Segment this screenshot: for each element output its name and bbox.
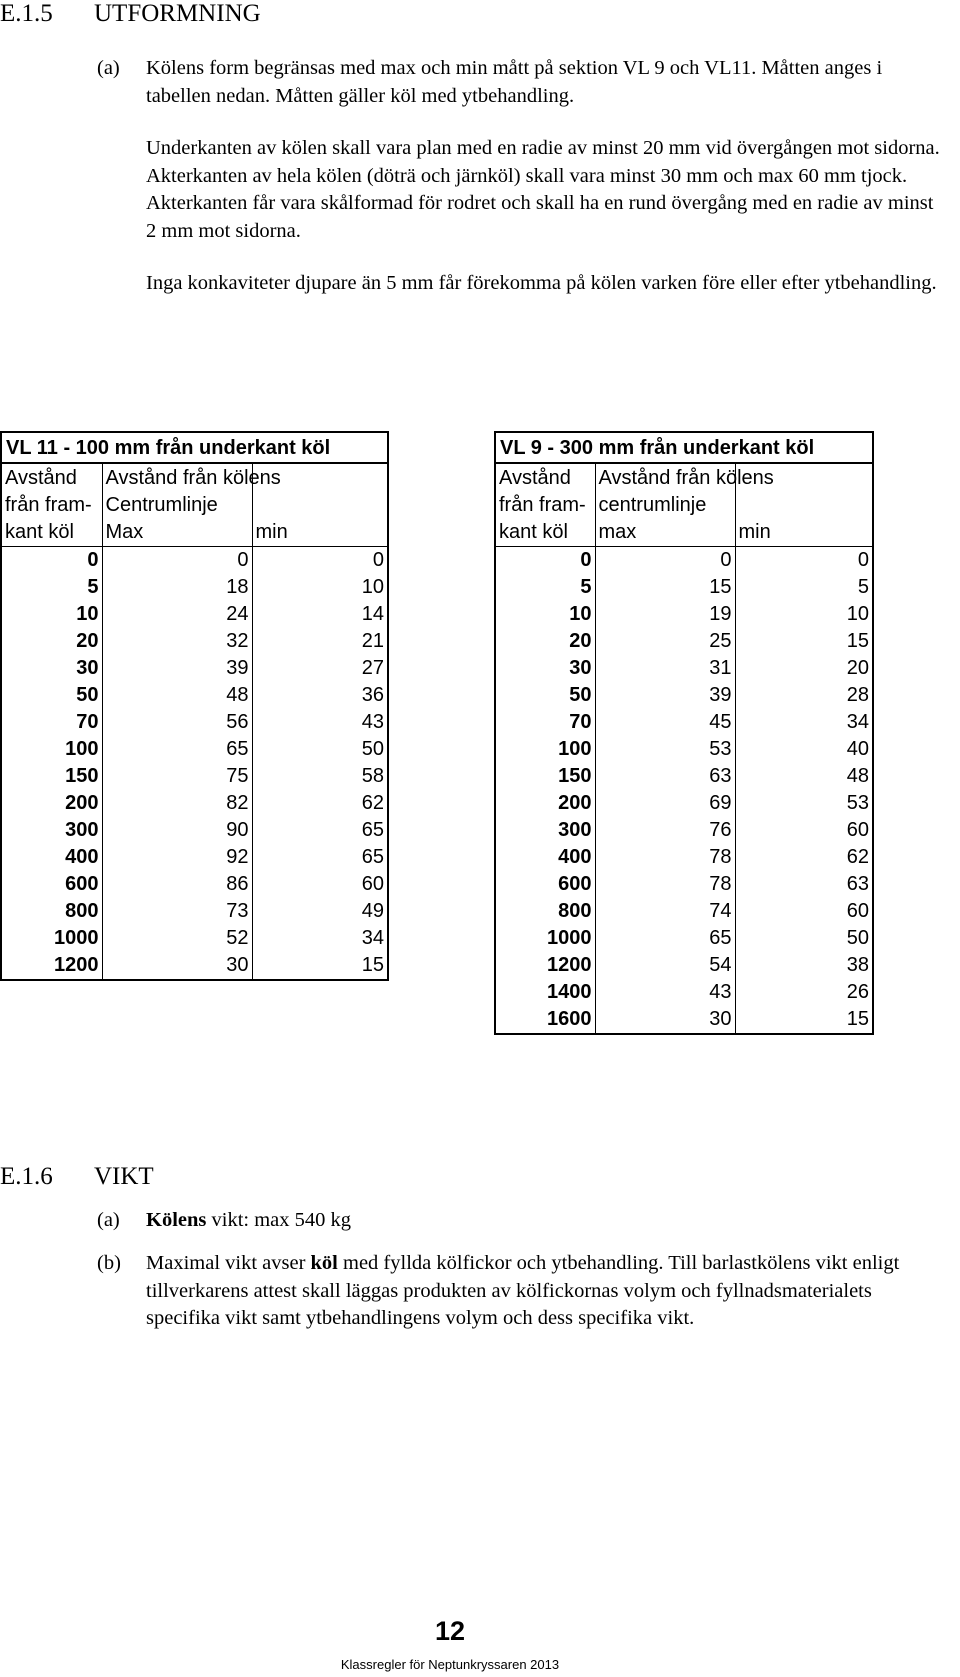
- table-row: [495, 682, 873, 709]
- table-cell: 10: [735, 601, 873, 628]
- table-cell: 62: [252, 790, 388, 817]
- table-header-cell: kant köl: [495, 519, 595, 547]
- paragraph-weight-max: [146, 1207, 946, 1235]
- table-cell: 90: [102, 817, 252, 844]
- table-row: [495, 952, 873, 979]
- table-cell: 20: [735, 655, 873, 682]
- table-cell: 50: [1, 682, 102, 709]
- table-cell: 38: [735, 952, 873, 979]
- table-header-row: [495, 519, 873, 547]
- table-cell: 25: [595, 628, 735, 655]
- table-cell: 49: [252, 898, 388, 925]
- table-row: [1, 871, 388, 898]
- table-header-row: [1, 519, 388, 547]
- table-cell: 31: [595, 655, 735, 682]
- table-row: [495, 628, 873, 655]
- table-header-cell: Max: [102, 519, 252, 547]
- bold-term: Kölens: [146, 1209, 207, 1231]
- table-row: [1, 655, 388, 682]
- table-cell: 1400: [495, 979, 595, 1006]
- table-row: [1, 546, 388, 574]
- table-cell: 300: [495, 817, 595, 844]
- table-cell: 40: [735, 736, 873, 763]
- table-cell: 800: [1, 898, 102, 925]
- table-cell: 28: [735, 682, 873, 709]
- table-cell: 300: [1, 817, 102, 844]
- table-cell: 43: [252, 709, 388, 736]
- table-cell: 100: [495, 736, 595, 763]
- page-number: 12: [434, 1616, 466, 1646]
- section-title: VIKT: [94, 1163, 154, 1190]
- table-cell: 100: [1, 736, 102, 763]
- table-row: [495, 871, 873, 898]
- table-cell: 27: [252, 655, 388, 682]
- table-row: [1, 601, 388, 628]
- table-row: [1, 952, 388, 980]
- table-cell: 60: [735, 898, 873, 925]
- table-cell: 200: [495, 790, 595, 817]
- table-cell: 48: [102, 682, 252, 709]
- table-cell: 21: [252, 628, 388, 655]
- table-cell: 39: [595, 682, 735, 709]
- table-cell: 400: [1, 844, 102, 871]
- table-row: [495, 546, 873, 574]
- table-cell: 10: [495, 601, 595, 628]
- table-cell: 39: [102, 655, 252, 682]
- table-cell: 58: [252, 763, 388, 790]
- table-header-row: [1, 463, 388, 491]
- table-cell: 1200: [495, 952, 595, 979]
- paragraph: Kölens form begränsas med max och min mått på sektion VL 9 och VL11. Måtten anges i tabellen nedan. Måtten gäller köl med ytbehandling.: [146, 57, 883, 107]
- table-cell: 5: [495, 574, 595, 601]
- table-cell: 600: [495, 871, 595, 898]
- table-cell: 15: [735, 1006, 873, 1034]
- keel-table-vl9: [494, 431, 874, 1035]
- bold-term: köl: [310, 1252, 338, 1274]
- table-row: [495, 817, 873, 844]
- table-cell: 54: [595, 952, 735, 979]
- paragraph: Inga konkaviteter djupare än 5 mm får förekomma på kölen varken före eller efter ytbehandling.: [146, 272, 937, 294]
- table-cell: 69: [595, 790, 735, 817]
- table-cell: 30: [495, 655, 595, 682]
- table-cell: 0: [495, 546, 595, 574]
- table-cell: 78: [595, 871, 735, 898]
- table-cell: 150: [495, 763, 595, 790]
- table-cell: 45: [595, 709, 735, 736]
- table-row: [495, 736, 873, 763]
- table-cell: 86: [102, 871, 252, 898]
- table-cell: 52: [102, 925, 252, 952]
- section-number: E.1.6: [0, 1163, 53, 1190]
- table-row: [1, 682, 388, 709]
- table-cell: 56: [102, 709, 252, 736]
- table-cell: 78: [595, 844, 735, 871]
- table-cell: 30: [1, 655, 102, 682]
- section-number: E.1.5: [0, 0, 53, 27]
- table-cell: 60: [252, 871, 388, 898]
- item-marker: (a): [97, 1209, 120, 1231]
- table-cell: 48: [735, 763, 873, 790]
- table-cell: 19: [595, 601, 735, 628]
- table-cell: 60: [735, 817, 873, 844]
- item-marker: (a): [97, 57, 120, 79]
- table-cell: 36: [252, 682, 388, 709]
- table-row: [495, 790, 873, 817]
- table-row: [1, 628, 388, 655]
- table-row: [1, 709, 388, 736]
- table-cell: 53: [735, 790, 873, 817]
- table-row: [1, 574, 388, 601]
- table-cell: 0: [252, 546, 388, 574]
- table-cell: 76: [595, 817, 735, 844]
- table-cell: 43: [595, 979, 735, 1006]
- table-row: [1, 898, 388, 925]
- table-cell: 20: [1, 628, 102, 655]
- table-row: [495, 898, 873, 925]
- table-header-cell: Avstånd: [1, 463, 102, 491]
- table-row: [1, 790, 388, 817]
- table-cell: 600: [1, 871, 102, 898]
- table-cell: 24: [102, 601, 252, 628]
- table-cell: 15: [595, 574, 735, 601]
- table-cell: 1200: [1, 952, 102, 980]
- table-row: [1, 925, 388, 952]
- table-cell: 65: [252, 817, 388, 844]
- table-cell: 20: [495, 628, 595, 655]
- table-row: [1, 844, 388, 871]
- table-cell: 73: [102, 898, 252, 925]
- table-cell: 10: [1, 601, 102, 628]
- table-cell: 50: [735, 925, 873, 952]
- paragraph: Underkanten av kölen skall vara plan med en radie av minst 20 mm vid övergången mot sidorna. Akterkanten av hela kölen (döträ och järnköl) skall vara minst 30 mm och max 60 mm tjock. Akterkanten får vara skålformad för rodret och skall ha en rund övergång med en radie av minst 2 mm mot sidorna.: [146, 137, 940, 242]
- table-header-cell: [735, 491, 873, 518]
- table-cell: 200: [1, 790, 102, 817]
- table-title: VL 11 - 100 mm från underkant köl: [1, 432, 388, 463]
- table-header-cell: Avstånd från kölens: [595, 463, 735, 491]
- table-cell: 0: [595, 546, 735, 574]
- table-cell: 150: [1, 763, 102, 790]
- table-row: [495, 709, 873, 736]
- table-cell: 53: [595, 736, 735, 763]
- table-cell: 15: [735, 628, 873, 655]
- table-header-cell: [252, 491, 388, 518]
- table-row: [495, 844, 873, 871]
- table-title: VL 9 - 300 mm från underkant köl: [495, 432, 873, 463]
- table-row: [1, 817, 388, 844]
- table-cell: 5: [735, 574, 873, 601]
- table-cell: 15: [252, 952, 388, 980]
- table-cell: 26: [735, 979, 873, 1006]
- table-header-cell: Centrumlinje: [102, 491, 252, 518]
- table-cell: 5: [1, 574, 102, 601]
- table-header-row: [495, 463, 873, 491]
- table-cell: 32: [102, 628, 252, 655]
- table-header-cell: centrumlinje: [595, 491, 735, 518]
- table-cell: 30: [595, 1006, 735, 1034]
- table-cell: 1000: [1, 925, 102, 952]
- table-header-cell: Avstånd från kölens: [102, 463, 252, 491]
- table-cell: 0: [735, 546, 873, 574]
- text: vikt: max 540 kg: [206, 1209, 352, 1231]
- table-cell: 30: [102, 952, 252, 980]
- table-row: [495, 763, 873, 790]
- table-header-cell: från fram-: [1, 491, 102, 518]
- table-cell: 0: [1, 546, 102, 574]
- table-cell: 800: [495, 898, 595, 925]
- keel-table-vl11: [0, 431, 389, 981]
- table-header-cell: från fram-: [495, 491, 595, 518]
- table-cell: 0: [102, 546, 252, 574]
- table-header-row: [495, 491, 873, 518]
- table-cell: 65: [595, 925, 735, 952]
- table-cell: 1000: [495, 925, 595, 952]
- table-cell: 92: [102, 844, 252, 871]
- table-row: [1, 736, 388, 763]
- table-cell: 65: [252, 844, 388, 871]
- table-header-cell: Avstånd: [495, 463, 595, 491]
- page-footer: Klassregler för Neptunkryssaren 2013: [340, 1657, 560, 1672]
- table-row: [495, 979, 873, 1006]
- table-cell: 400: [495, 844, 595, 871]
- table-row: [495, 925, 873, 952]
- text: med fyllda kölfickor och ytbehandling. Till barlastkölens vikt enligt tillverkarens attest skall läggas produkten av kölfickornas volym och fyllnadsmaterialets specifika vikt samt ytbehandlingens volym och dess specifika vikt.: [146, 1252, 900, 1329]
- table-cell: 10: [252, 574, 388, 601]
- table-cell: 70: [495, 709, 595, 736]
- table-cell: 82: [102, 790, 252, 817]
- table-header-cell: max: [595, 519, 735, 547]
- table-cell: 74: [595, 898, 735, 925]
- table-cell: 62: [735, 844, 873, 871]
- table-cell: 75: [102, 763, 252, 790]
- table-cell: 1600: [495, 1006, 595, 1034]
- paragraph-weight-definition: [146, 1250, 946, 1333]
- table-cell: 50: [495, 682, 595, 709]
- table-row: [495, 574, 873, 601]
- table-cell: 63: [735, 871, 873, 898]
- table-cell: 34: [735, 709, 873, 736]
- table-cell: 70: [1, 709, 102, 736]
- table-header-cell: min: [735, 519, 873, 547]
- table-row: [495, 655, 873, 682]
- table-header-cell: kant köl: [1, 519, 102, 547]
- table-cell: 50: [252, 736, 388, 763]
- table-row: [495, 601, 873, 628]
- table-cell: 65: [102, 736, 252, 763]
- text: Maximal vikt avser: [146, 1252, 311, 1274]
- table-cell: 63: [595, 763, 735, 790]
- table-header-row: [1, 491, 388, 518]
- table-cell: 14: [252, 601, 388, 628]
- table-row: [1, 763, 388, 790]
- table-row: [495, 1006, 873, 1034]
- section-title: UTFORMNING: [94, 0, 261, 27]
- item-marker: (b): [97, 1252, 121, 1274]
- table-cell: 34: [252, 925, 388, 952]
- table-cell: 18: [102, 574, 252, 601]
- table-header-cell: min: [252, 519, 388, 547]
